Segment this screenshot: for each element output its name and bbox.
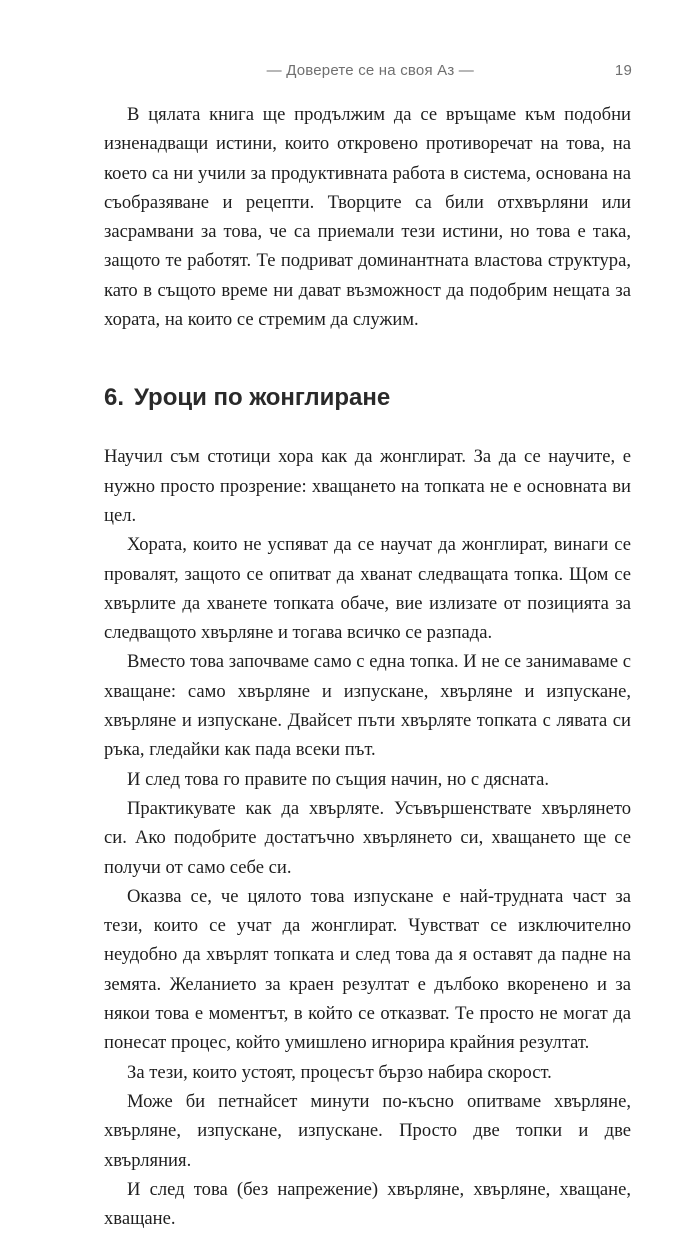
section-title: Уроци по жонглиране: [134, 384, 391, 412]
section-heading: [104, 382, 631, 414]
running-title: — Доверете се на своя Аз —: [266, 62, 474, 79]
page-body: [104, 100, 631, 1233]
body-paragraph: Оказва се, че цялото това изпускане е най-трудната част за тези, които се учат да жонглират. Чувстват се изключително неудобно да хвърлят топката и след това да я оставят да падне на земята. Желанието за краен резултат е дълбоко вкоренено и за някои това е моментът, в който се отказват. Те просто не могат да понесат процес, който умишлено игнорира крайния резултат.: [104, 885, 631, 1054]
body-paragraph: И след това го правите по същия начин, но с дясната.: [127, 768, 549, 790]
running-header: [0, 60, 700, 84]
section-number: 6.: [104, 384, 125, 412]
page-number: 19: [614, 62, 632, 79]
body-paragraph: Хората, които не успяват да се научат да жонглират, винаги се провалят, защото се опитват да хванат следващата топка. Щом се хвърлите да хванете топката обаче, вие излизате от позицията за следващото хвърляне и тогава всичко се разпада.: [104, 534, 631, 644]
body-paragraph: Научил съм стотици хора как да жонглират. За да се научите, е нужно просто прозрение: хващането на топката не е основната ви цел.: [104, 446, 631, 526]
body-paragraph: Практикувате как да хвърляте. Усъвършенствате хвърлянето си. Ако подобрите достатъчно хвърлянето си, хващането ще се получи от само себе си.: [104, 797, 631, 878]
body-paragraph: И след това (без напрежение) хвърляне, хвърляне, хващане, хващане.: [104, 1178, 631, 1230]
body-paragraph: За тези, които устоят, процесът бързо набира скорост.: [127, 1061, 552, 1083]
body-paragraph: Може би петнайсет минути по-късно опитваме хвърляне, хвърляне, изпускане, изпускане. Просто две топки и две хвърляния.: [104, 1090, 631, 1171]
intro-paragraph: В цялата книга ще продължим да се връщаме към подобни изненадващи истини, които откровено противоречат на това, на което са ни учили за продуктивната работа в система, основана на съобразяване и рецепти. Творците са били отхвърляни или засрамвани за това, че са приемали тези истини, но това е така, защото те работят. Те подриват доминантната властова структура, като в същото време ни дават възможност да подобрим нещата за хората, на които се стремим да служим.: [104, 104, 631, 331]
body-paragraph: Вместо това започваме само с една топка. И не се занимаваме с хващане: само хвърляне и изпускане, хвърляне и изпускане, хвърляне и изпускане. Двайсет пъти хвърляте топката с лявата си ръка, гледайки как пада всеки път.: [104, 651, 631, 761]
